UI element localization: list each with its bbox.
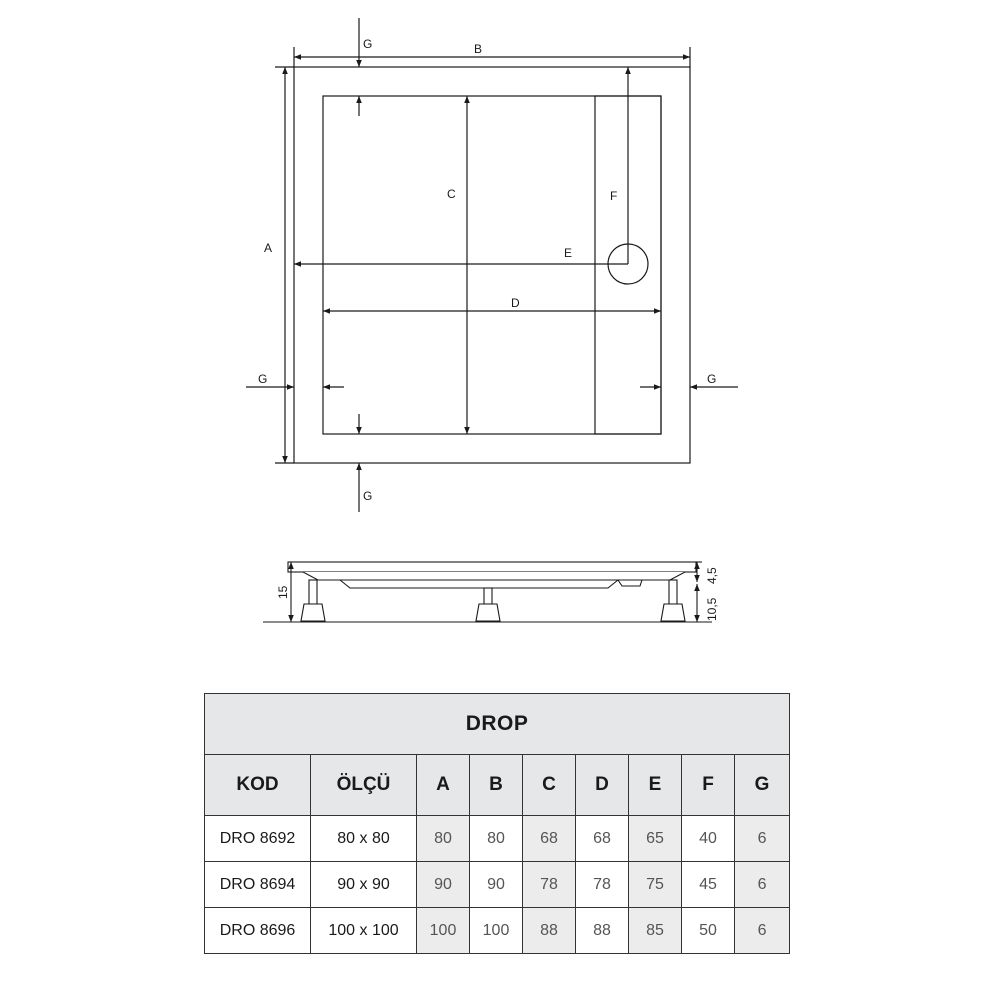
label-c: C — [447, 187, 456, 201]
cell-d: 88 — [576, 908, 629, 954]
cell-a: 100 — [417, 908, 470, 954]
tray-top-edge — [288, 562, 696, 572]
leg-left — [301, 580, 325, 621]
table-row — [205, 908, 790, 954]
label-g-left: G — [258, 372, 268, 386]
cell-b: 80 — [470, 816, 523, 862]
table-row — [205, 862, 790, 908]
label-e: E — [564, 246, 573, 260]
cell-g: 6 — [735, 816, 790, 862]
cell-f: 50 — [682, 908, 735, 954]
cell-a: 90 — [417, 862, 470, 908]
label-a: A — [264, 241, 273, 255]
tray-drain — [618, 580, 642, 586]
table-row — [205, 816, 790, 862]
tray-body — [303, 572, 685, 580]
cell-d: 68 — [576, 816, 629, 862]
tray-outer-outline — [294, 67, 690, 463]
cell-b: 100 — [470, 908, 523, 954]
label-g-top: G — [363, 37, 373, 51]
tray-basin — [340, 580, 618, 588]
table-header-row — [205, 755, 790, 816]
cell-g: 6 — [735, 908, 790, 954]
label-g-right: G — [707, 372, 717, 386]
table-title: DROP — [205, 694, 790, 755]
col-header-kod: KOD — [205, 755, 311, 816]
col-header-f: F — [682, 755, 735, 816]
cell-e: 85 — [629, 908, 682, 954]
cell-f: 40 — [682, 816, 735, 862]
cell-olcu: 90 x 90 — [311, 862, 417, 908]
cell-kod: DRO 8692 — [205, 816, 311, 862]
label-4-5: 4,5 — [705, 567, 719, 584]
label-15: 15 — [276, 585, 290, 599]
cell-c: 68 — [523, 816, 576, 862]
col-header-g: G — [735, 755, 790, 816]
col-header-olcu: ÖLÇÜ — [311, 755, 417, 816]
cell-c: 88 — [523, 908, 576, 954]
dimension-table — [204, 693, 790, 954]
cell-a: 80 — [417, 816, 470, 862]
label-d: D — [511, 296, 520, 310]
cell-olcu: 100 x 100 — [311, 908, 417, 954]
cell-g: 6 — [735, 862, 790, 908]
cell-e: 65 — [629, 816, 682, 862]
cell-b: 90 — [470, 862, 523, 908]
cell-d: 78 — [576, 862, 629, 908]
label-f: F — [610, 189, 618, 203]
leg-middle — [476, 588, 500, 621]
cell-kod: DRO 8694 — [205, 862, 311, 908]
leg-right — [661, 580, 685, 621]
cell-f: 45 — [682, 862, 735, 908]
label-g-bottom: G — [363, 489, 373, 503]
cell-c: 78 — [523, 862, 576, 908]
col-header-a: A — [417, 755, 470, 816]
cell-kod: DRO 8696 — [205, 908, 311, 954]
cell-olcu: 80 x 80 — [311, 816, 417, 862]
label-b: B — [474, 42, 483, 56]
col-header-d: D — [576, 755, 629, 816]
col-header-b: B — [470, 755, 523, 816]
side-profile — [263, 562, 712, 622]
top-view — [246, 18, 738, 512]
tray-inner-outline — [323, 96, 661, 434]
col-header-c: C — [523, 755, 576, 816]
cell-e: 75 — [629, 862, 682, 908]
label-10-5: 10,5 — [705, 597, 719, 621]
col-header-e: E — [629, 755, 682, 816]
